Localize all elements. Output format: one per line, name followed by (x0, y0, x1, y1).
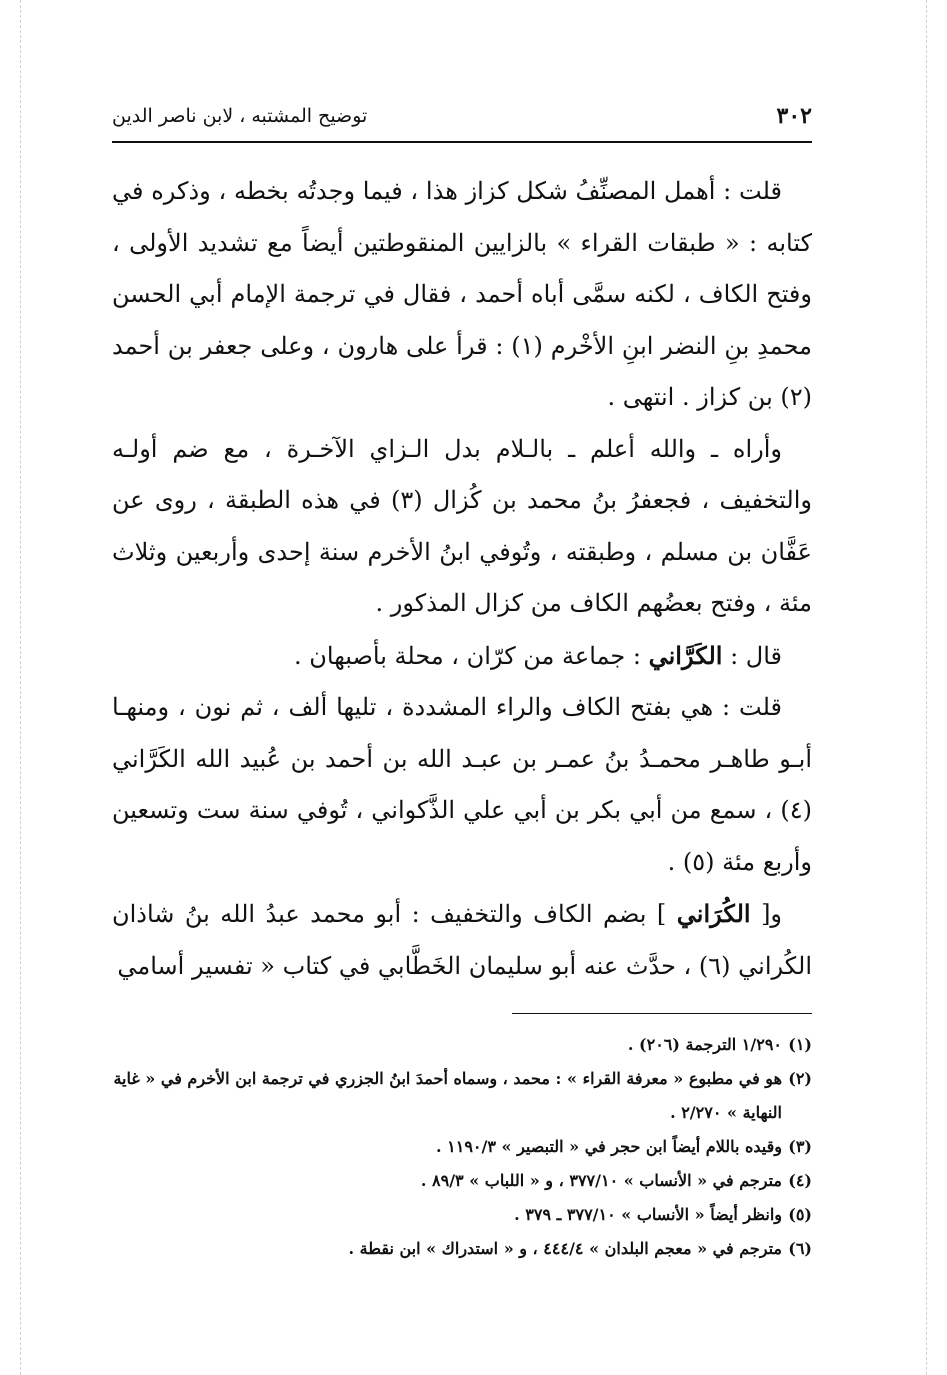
left-scan-edge (20, 0, 21, 1375)
page-number: ٣٠٢ (776, 103, 812, 129)
entry-text: ] بضم الكاف والتخفيف : أبو محمد عبدُ الله بنُ شاذان الكُراني (٦) ، حدَّث عنه أبو سليمان الخَطَّابي في كتاب « تفسير أسامي (112, 900, 812, 980)
paragraph-2: وأراه ـ والله أعلم ـ بالـلام بدل الـزاي الآخـرة ، مع ضم أولـه والتخفيف ، فجعفرُ بنُ محمد بن كُزال (٣) في هذه الطبقة ، روى عن عَفَّان بن مسلم ، وطبقته ، وتُوفي ابنُ الأخرم سنة إحدى وأربعين وثلاث مئة ، وفتح بعضُهم الكاف من كزال المذكور . (112, 434, 812, 617)
footnotes (112, 1028, 812, 1266)
footnote-5 (112, 1198, 812, 1232)
footnote-text: مترجم في « الأنساب » ٣٧٧/١٠ ، و « اللباب » ٨٩/٣ . (420, 1171, 782, 1190)
entry-prefix: و[ (761, 900, 783, 928)
footnote-1 (112, 1028, 812, 1062)
footnote-text: مترجم في « معجم البلدان » ٤٤٤/٤ ، و « استدراك » ابن نقطة . (348, 1239, 782, 1258)
entry-term: الكَرَّاني (648, 640, 723, 670)
header-rule (112, 141, 812, 143)
footnote-text: هو في مطبوع « معرفة القراء » : محمد ، وسماه أحمدَ ابنُ الجزري في ترجمة ابن الأخرم في « غاية النهاية » ٢/٢٧٠ . (113, 1069, 782, 1122)
footnote-rule (512, 1013, 812, 1014)
footnote-number: (٥) (788, 1205, 812, 1224)
entry-text: : جماعة من كرّان ، محلة بأصبهان . (294, 641, 641, 670)
right-scan-edge (926, 0, 927, 1375)
footnote-4 (112, 1164, 812, 1198)
footnote-3 (112, 1130, 812, 1164)
running-title: توضيح المشتبه ، لابن ناصر الدين (112, 105, 368, 127)
main-text (112, 166, 812, 992)
entry-kurani (112, 888, 812, 992)
footnote-number: (٣) (788, 1137, 812, 1156)
entry-term: الكُرَاني (676, 899, 751, 928)
footnote-number: (٤) (788, 1171, 812, 1190)
page-header (112, 96, 812, 136)
footnote-number: (٢) (788, 1069, 812, 1088)
entry-karrani (112, 630, 812, 683)
footnote-text: ١/٢٩٠ الترجمة (٢٠٦) . (627, 1035, 782, 1054)
footnote-text: وانظر أيضاً « الأنساب » ٣٧٧/١٠ ـ ٣٧٩ . (514, 1205, 782, 1224)
paragraph-1: قلت : أهمل المصنِّفُ شكل كزاز هذا ، فيما وجدتُه بخطه ، وذكره في كتابه : « طبقات القراء » بالزايين المنقوطتين أيضاً مع تشديد الأولى ، وفتح الكاف ، لكنه سمَّى أباه أحمد ، فقال في ترجمة الإمام أبي الحسن محمدِ بنِ النضر ابنِ الأخْرم (١) : قرأ على هارون ، وعلى جعفر بن أحمد (٢) بن كزاز . انتهى . (112, 177, 812, 411)
footnote-number: (٦) (788, 1239, 812, 1258)
footnote-number: (١) (788, 1035, 812, 1054)
paragraph-3: قلت : هي بفتح الكاف والراء المشددة ، تليها ألف ، ثم نون ، ومنهـا أبـو طاهـر محمـدُ بنُ عمـر بن عبـد الله بن أحمد بن عُبيد الله الكَرَّاني (٤) ، سمع من أبي بكر بن أبي علي الذَّكواني ، تُوفي سنة ست وتسعين وأربع مئة (٥) . (112, 693, 812, 876)
footnote-text: وقيده باللام أيضاً ابن حجر في « التبصير » ١١٩٠/٣ . (436, 1137, 782, 1156)
entry-prefix: قال : (730, 641, 782, 670)
footnote-2 (112, 1062, 812, 1130)
footnote-6 (112, 1232, 812, 1266)
